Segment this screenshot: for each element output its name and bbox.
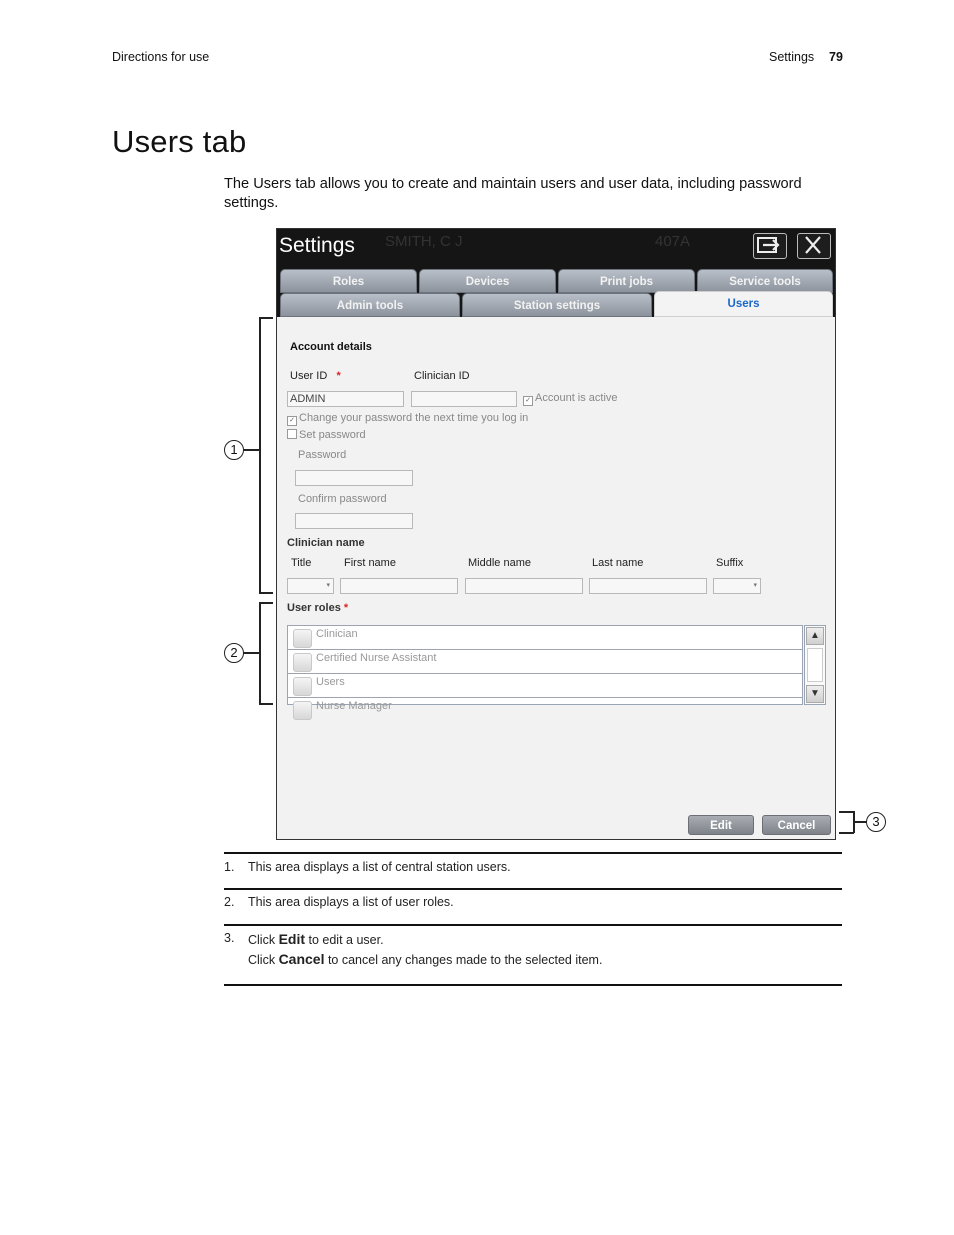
page-number: 79 [829, 50, 843, 64]
note-1-number: 1. [224, 860, 235, 874]
first-name-label: First name [344, 557, 396, 569]
chevron-down-icon: ▾ [326, 582, 330, 589]
tab-service-tools[interactable]: Service tools [697, 269, 833, 293]
intro-paragraph: The Users tab allows you to create and maintain users and user data, including password settings. [224, 176, 802, 211]
note-3-line2-post: to cancel any changes made to the selected item. [324, 953, 603, 967]
note-3-line1-pre: Click [248, 933, 279, 947]
title-label: Title [291, 557, 312, 569]
callout-2: 2 [224, 643, 244, 663]
list-item[interactable] [288, 650, 802, 674]
running-header-section: Settings [769, 50, 815, 64]
callout-1-bracket-top [259, 317, 273, 319]
tab-users[interactable]: Users [654, 291, 833, 317]
settings-window-screenshot [276, 228, 836, 840]
ghost-room: 407A [655, 233, 691, 250]
tab-print-jobs[interactable]: Print jobs [558, 269, 695, 293]
title-bar [277, 229, 835, 269]
account-details-heading: Account details [290, 341, 372, 353]
role-label: Certified Nurse Assistant [316, 652, 437, 664]
callout-3-bracket-bottom [839, 832, 854, 834]
logout-icon [754, 234, 784, 256]
page-title: Users tab [112, 124, 247, 159]
required-mark: * [343, 602, 349, 614]
suffix-select[interactable] [713, 578, 761, 594]
password-field[interactable] [295, 470, 413, 486]
account-active-label: Account is active [535, 392, 618, 404]
set-password-label: Set password [299, 429, 366, 441]
required-mark: * [336, 370, 341, 382]
checkbox-icon[interactable] [293, 629, 312, 648]
last-name-field[interactable] [589, 578, 707, 594]
user-id-label-text: User ID [290, 370, 328, 382]
middle-name-field[interactable] [465, 578, 583, 594]
note-3-line1-post: to edit a user. [305, 933, 384, 947]
table-rule [224, 852, 842, 854]
confirm-password-label: Confirm password [298, 493, 387, 505]
table-rule [224, 924, 842, 926]
title-select[interactable] [287, 578, 334, 594]
clinician-name-heading: Clinician name [287, 537, 365, 549]
callout-1-leader [243, 449, 260, 451]
table-rule [224, 888, 842, 890]
user-roles-label: User roles [287, 602, 341, 614]
user-roles-heading [287, 602, 348, 614]
note-3-cancel-term: Cancel [278, 951, 325, 967]
tab-devices[interactable]: Devices [419, 269, 556, 293]
users-tab-content [277, 317, 835, 839]
callout-2-bracket-top [259, 602, 273, 604]
user-id-field[interactable]: ADMIN [287, 391, 404, 407]
running-header-left: Directions for use [112, 50, 210, 64]
callout-3-leader [853, 821, 867, 823]
role-label: Nurse Manager [316, 700, 392, 712]
note-3-number: 3. [224, 931, 235, 945]
account-active-checkbox[interactable] [523, 392, 618, 406]
role-label: Users [316, 676, 345, 688]
callout-3: 3 [866, 812, 886, 832]
middle-name-label: Middle name [468, 557, 531, 569]
tab-strip [277, 269, 835, 317]
clinician-id-field[interactable] [411, 391, 517, 407]
change-password-checkbox[interactable] [287, 412, 528, 426]
close-button[interactable] [797, 233, 831, 259]
change-password-label: Change your password the next time you log in [299, 412, 529, 424]
tab-station-settings[interactable]: Station settings [462, 293, 652, 317]
user-roles-list[interactable] [287, 625, 803, 712]
note-3-line1 [248, 931, 384, 947]
role-label: Clinician [316, 628, 358, 640]
set-password-checkbox[interactable] [287, 429, 366, 441]
scroll-thumb[interactable] [807, 648, 823, 682]
user-id-label [290, 370, 341, 382]
window-title: Settings [279, 234, 355, 257]
list-item[interactable] [288, 674, 802, 698]
checkbox-icon[interactable] [293, 677, 312, 696]
chevron-down-icon: ▾ [753, 582, 757, 589]
ghost-patient-name: SMITH, C J [385, 233, 463, 250]
note-3-line2-pre: Click [248, 953, 279, 967]
scroll-up-icon[interactable]: ▲ [806, 627, 824, 645]
scroll-down-icon[interactable]: ▼ [806, 685, 824, 703]
checkbox-icon[interactable] [293, 701, 312, 720]
note-3-line2 [248, 951, 602, 967]
list-item[interactable] [288, 698, 802, 721]
logout-button[interactable] [753, 233, 787, 259]
confirm-password-field[interactable] [295, 513, 413, 529]
tab-roles[interactable]: Roles [280, 269, 417, 293]
callout-1-bracket-bottom [259, 592, 273, 594]
callout-1-bracket [259, 317, 261, 593]
callout-2-bracket-bottom [259, 703, 273, 705]
check-icon: ✓ [523, 396, 533, 406]
close-icon [798, 234, 828, 256]
tab-admin-tools[interactable]: Admin tools [280, 293, 460, 317]
table-rule [224, 984, 842, 986]
list-item[interactable] [288, 626, 802, 650]
edit-button[interactable]: Edit [688, 815, 754, 835]
callout-3-bracket-top [839, 811, 854, 813]
first-name-field[interactable] [340, 578, 458, 594]
roles-scrollbar[interactable] [804, 625, 826, 705]
check-icon: ✓ [287, 416, 297, 426]
note-1-text: This area displays a list of central station users. [248, 860, 511, 874]
note-2-number: 2. [224, 895, 235, 909]
last-name-label: Last name [592, 557, 644, 569]
cancel-button[interactable]: Cancel [762, 815, 831, 835]
checkbox-icon [287, 429, 297, 439]
password-label: Password [298, 449, 347, 461]
checkbox-icon[interactable] [293, 653, 312, 672]
suffix-label: Suffix [716, 557, 744, 569]
note-2-text: This area displays a list of user roles. [248, 895, 454, 909]
clinician-id-label: Clinician ID [414, 370, 470, 382]
callout-2-leader [243, 652, 260, 654]
note-3-edit-term: Edit [278, 931, 306, 947]
callout-1: 1 [224, 440, 244, 460]
